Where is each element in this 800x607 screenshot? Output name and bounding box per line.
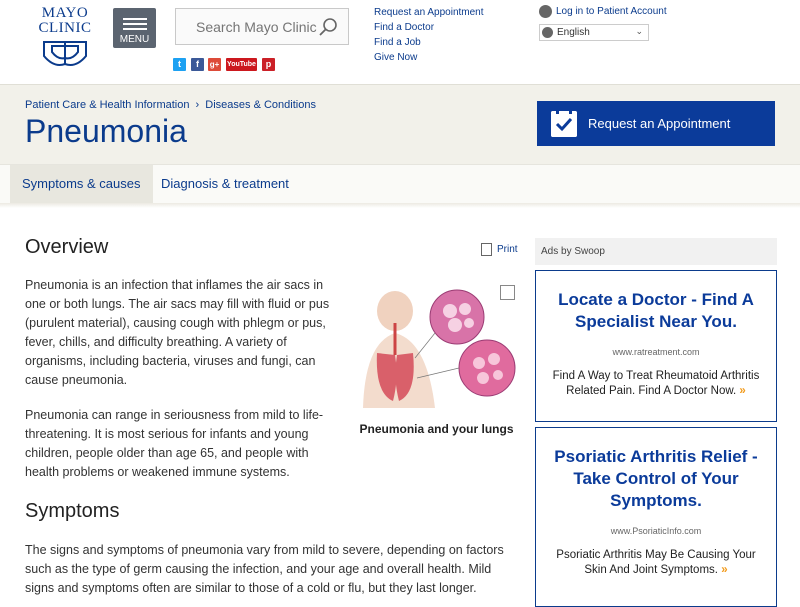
youtube-icon[interactable]: YouTube: [226, 58, 257, 71]
request-appointment-label: Request an Appointment: [588, 116, 731, 131]
account-link-label: Log in to Patient Account: [556, 6, 667, 18]
top-link-request-appointment[interactable]: Request an Appointment: [374, 7, 484, 18]
language-select[interactable]: [539, 24, 649, 41]
breadcrumb-separator-icon: ›: [195, 99, 200, 111]
breadcrumb-item-patient-care[interactable]: Patient Care & Health Information: [25, 99, 190, 111]
hamburger-icon: [113, 8, 156, 30]
breadcrumb-item-diseases[interactable]: Diseases & Conditions: [205, 99, 316, 111]
globe-icon: [542, 27, 553, 38]
overview-paragraph-2: Pneumonia can range in seriousness from mild to life-threatening. It is most serious for infants and young children, people older than age 65, and people with health problems or weakened immune systems.: [25, 408, 324, 479]
logo-wordmark: [32, 6, 98, 36]
ad-description-text: Psoriatic Arthritis May Be Causing Your Skin And Joint Symptoms.: [556, 549, 756, 576]
ad-card[interactable]: [535, 270, 777, 422]
overview-heading: Overview: [25, 236, 109, 258]
menu-button[interactable]: [113, 8, 156, 48]
figure-caption: Pneumonia and your lungs: [359, 422, 514, 436]
account-link[interactable]: [539, 5, 667, 18]
ad-description-text: Find A Way to Treat Rheumatoid Arthritis Related Pain. Find A Doctor Now.: [552, 370, 760, 397]
ad-description: [536, 369, 776, 399]
user-icon: [539, 5, 552, 18]
ad-card[interactable]: [535, 427, 777, 607]
title-band: [0, 84, 800, 165]
logo-line-2: CLINIC: [38, 20, 92, 36]
ad-title[interactable]: Psoriatic Arthritis Relief - Take Control of Your Symptoms.: [554, 447, 758, 510]
symptoms-heading: Symptoms: [25, 500, 120, 522]
page-title: Pneumonia: [25, 113, 187, 149]
request-appointment-button[interactable]: [537, 101, 775, 146]
ad-description: [536, 548, 776, 578]
search-box[interactable]: [175, 8, 349, 45]
top-link-find-job[interactable]: Find a Job: [374, 37, 421, 48]
print-label: Print: [497, 244, 518, 256]
top-links: [374, 5, 484, 65]
calendar-check-icon: [551, 111, 577, 137]
search-input[interactable]: [194, 9, 328, 44]
ad-title[interactable]: Locate a Doctor - Find A Specialist Near You.: [558, 290, 754, 331]
ad-url: www.ratreatment.com: [612, 347, 700, 357]
expand-image-icon[interactable]: [500, 285, 515, 300]
ad-url: www.PsoriaticInfo.com: [610, 526, 702, 536]
twitter-icon[interactable]: t: [173, 58, 186, 71]
facebook-icon[interactable]: f: [191, 58, 204, 71]
google-plus-icon[interactable]: g+: [209, 60, 220, 69]
tab-bar: [0, 164, 800, 205]
language-value: English: [557, 27, 590, 38]
overview-paragraph-1: Pneumonia is an infection that inflames the air sacs in one or both lungs. The air sacs may fill with fluid or pus (purulent material), causing cough with phlegm or pus, fever, chills, and difficulty breathing. A variety of organisms, including bacteria, viruses and fungi, can cause pneumonia.: [25, 278, 330, 387]
top-link-give-now[interactable]: Give Now: [374, 52, 418, 63]
double-chevron-icon: »: [721, 564, 728, 576]
symptoms-paragraph: The signs and symptoms of pneumonia vary from mild to severe, depending on factors such as the type of germ causing the infection, and your age and overall health. Mild signs and symptoms often are similar to those of a cold or flu, but they last longer.: [25, 543, 504, 595]
site-header: [0, 0, 800, 84]
ads-label: Ads by Swoop: [535, 238, 777, 265]
tab-diagnosis-treatment[interactable]: Diagnosis & treatment: [161, 176, 289, 191]
double-chevron-icon: »: [739, 385, 746, 397]
divider: [0, 203, 800, 208]
logo-line-1: MAYO: [41, 5, 89, 21]
breadcrumb: [25, 99, 316, 111]
search-icon[interactable]: [318, 17, 338, 37]
tab-symptoms-causes[interactable]: Symptoms & causes: [10, 165, 153, 204]
pinterest-icon[interactable]: p: [262, 58, 275, 71]
pneumonia-illustration[interactable]: [355, 283, 518, 413]
print-icon: [481, 243, 492, 256]
chevron-down-icon: ⌄: [635, 26, 643, 36]
menu-label: MENU: [119, 34, 150, 45]
top-link-find-doctor[interactable]: Find a Doctor: [374, 22, 435, 33]
print-link[interactable]: [481, 243, 518, 256]
